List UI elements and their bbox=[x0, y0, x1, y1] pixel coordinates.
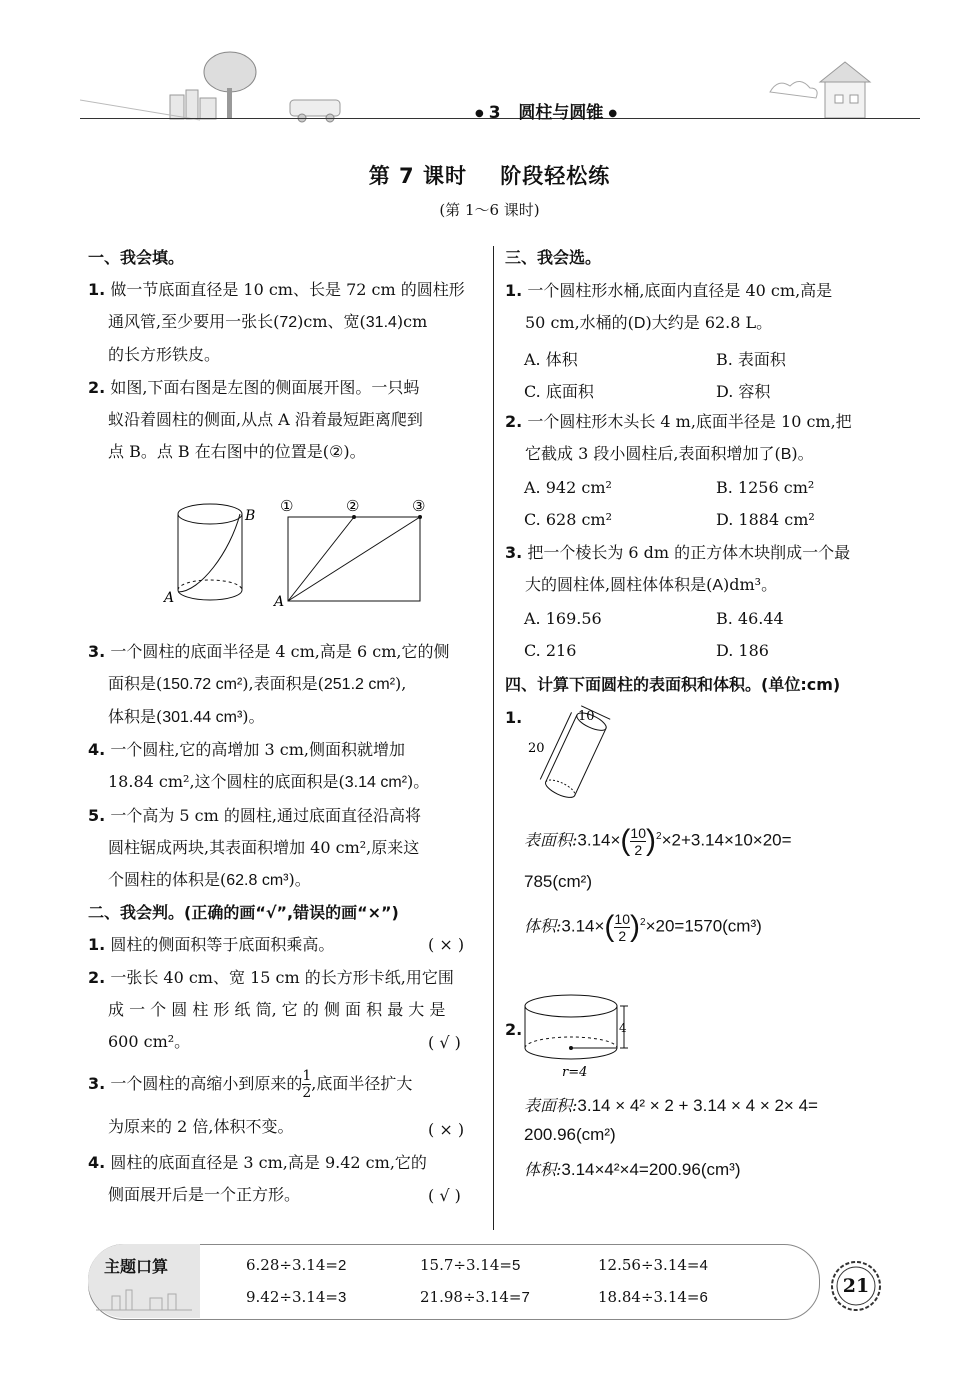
question-number: 2. bbox=[88, 968, 106, 987]
option-a[interactable]: A. 169.56 bbox=[524, 609, 602, 628]
question-text: 面积是( bbox=[108, 674, 163, 693]
calc-answer[interactable]: 5 bbox=[511, 1257, 521, 1274]
question-text: )dm³。 bbox=[723, 575, 778, 594]
question-text: 50 cm,水桶的( bbox=[525, 313, 634, 332]
judgement-mark[interactable]: ( √ ) bbox=[428, 1033, 461, 1052]
answer-field[interactable]: 251.2 cm² bbox=[323, 676, 396, 693]
question-text: 侧面展开后是一个正方形。 bbox=[108, 1185, 301, 1204]
question-text: )。 bbox=[288, 870, 311, 889]
option-a[interactable]: A. 体积 bbox=[524, 350, 578, 369]
question-text: 一个圆柱形水桶,底面内直径是 40 cm,高是 bbox=[527, 281, 833, 300]
question-number: 1. bbox=[88, 280, 106, 299]
question-text: )大约是 62.8 L。 bbox=[645, 313, 773, 332]
position-mark-2: ② bbox=[346, 497, 360, 515]
option-b[interactable]: B. 46.44 bbox=[716, 609, 784, 628]
option-d[interactable]: D. 186 bbox=[716, 641, 769, 660]
section1-heading: 一、我会填。 bbox=[88, 248, 185, 267]
calc-item: 18.84÷3.14=6 bbox=[598, 1288, 708, 1306]
question-number: 2. bbox=[88, 378, 106, 397]
answer-field[interactable]: 301.44 cm³ bbox=[162, 709, 243, 726]
calc-answer[interactable]: 2 bbox=[337, 1257, 347, 1274]
chapter-title: 圆柱与圆锥 bbox=[518, 103, 604, 123]
question-text: ), bbox=[395, 674, 407, 693]
question-text: 体积是( bbox=[108, 707, 163, 726]
s3-q3 bbox=[505, 537, 905, 602]
judgement-mark[interactable]: ( × ) bbox=[428, 1120, 465, 1139]
point-b-label: B bbox=[245, 508, 256, 524]
s1-q2 bbox=[88, 372, 488, 469]
question-text: ,底面半径扩大 bbox=[311, 1074, 413, 1093]
answer-field[interactable]: A bbox=[712, 577, 724, 594]
chapter-label bbox=[470, 98, 622, 123]
city-skyline-icon bbox=[96, 1284, 192, 1312]
section3-heading: 三、我会选。 bbox=[505, 248, 602, 267]
option-b[interactable]: B. 表面积 bbox=[716, 350, 786, 369]
question-text: 如图,下面右图是左图的侧面展开图。一只蚂 bbox=[110, 378, 420, 397]
answer-field[interactable]: 150.72 cm² bbox=[162, 676, 243, 693]
question-text: 为原来的 2 倍,体积不变。 bbox=[108, 1117, 294, 1136]
answer-field[interactable]: 72 bbox=[279, 314, 298, 331]
question-number: 2. bbox=[505, 412, 523, 431]
question-number: 1. bbox=[88, 935, 106, 954]
question-text: 点 B。点 B 在右图中的位置是( bbox=[108, 442, 330, 461]
section2-heading: 二、我会判。(正确的画“√”,错误的画“×”) bbox=[88, 903, 399, 922]
problem-number: 1. bbox=[505, 708, 523, 727]
height-label: 4 bbox=[619, 1021, 627, 1035]
question-text: 的长方形铁皮。 bbox=[108, 345, 221, 364]
question-text: )cm bbox=[396, 312, 428, 331]
s1-q5 bbox=[88, 800, 492, 897]
page-title: 第 7 课时 阶段轻松练 bbox=[368, 164, 611, 188]
answer-field[interactable]: 62.8 cm³ bbox=[226, 872, 289, 889]
question-text: ),表面积是( bbox=[242, 674, 324, 693]
volume-work-1: 体积:3.14×( $\frac{10}{2}$ )$^2$×20=1570(cm³) bbox=[524, 910, 762, 944]
s3-q1 bbox=[505, 275, 905, 340]
problem-number: 2. bbox=[505, 1020, 523, 1039]
calc-answer[interactable]: 3 bbox=[337, 1289, 347, 1306]
position-mark-3: ③ bbox=[412, 497, 426, 515]
surface-area-result-1: 785(cm²) bbox=[524, 872, 593, 891]
question-number: 3. bbox=[505, 543, 523, 562]
question-text: 一个高为 5 cm 的圆柱,通过底面直径沿高将 bbox=[110, 806, 421, 825]
option-c[interactable]: C. 216 bbox=[524, 641, 577, 660]
surface-area-work-1: 表面积:3.14×( $\frac{10}{2}$ )$^2$×2+3.14×10×20= bbox=[524, 824, 792, 858]
question-text: 一个圆柱形木头长 4 m,底面半径是 10 cm,把 bbox=[527, 412, 852, 431]
option-b[interactable]: B. 1256 cm² bbox=[716, 478, 815, 497]
diameter-label: 10 bbox=[578, 709, 595, 724]
answer-field[interactable]: 31.4 bbox=[365, 314, 397, 331]
page-number: 21 bbox=[842, 1275, 870, 1297]
page-subtitle: (第 1～6 课时) bbox=[439, 201, 540, 219]
judgement-mark[interactable]: ( √ ) bbox=[428, 1186, 461, 1205]
question-text: 个圆柱的体积是( bbox=[108, 870, 227, 889]
question-text: 大的圆柱体,圆柱体体积是( bbox=[525, 575, 713, 594]
question-text: 一个圆柱的底面半径是 4 cm,高是 6 cm,它的侧 bbox=[110, 642, 450, 661]
calc-answer[interactable]: 6 bbox=[699, 1289, 708, 1306]
answer-field[interactable]: D bbox=[633, 315, 646, 332]
option-d[interactable]: D. 1884 cm² bbox=[716, 510, 815, 529]
question-text: )。 bbox=[242, 707, 265, 726]
question-text: 成 一 个 圆 柱 形 纸 筒, 它 的 侧 面 积 最 大 是 bbox=[108, 1000, 446, 1019]
question-text: 圆柱的侧面积等于底面积乘高。 bbox=[110, 935, 335, 954]
position-mark-1: ① bbox=[280, 497, 294, 515]
s1-q4 bbox=[88, 734, 492, 799]
section4-heading: 四、计算下面圆柱的表面积和体积。(单位:cm) bbox=[505, 675, 841, 694]
question-text: )。 bbox=[407, 772, 430, 791]
answer-field[interactable]: ② bbox=[329, 444, 344, 461]
question-number: 4. bbox=[88, 1153, 106, 1172]
column-divider bbox=[493, 246, 494, 1230]
question-text: )。 bbox=[791, 444, 814, 463]
question-text: 一个圆柱,它的高增加 3 cm,侧面积就增加 bbox=[110, 740, 405, 759]
question-text: 把一个棱长为 6 dm 的正方体木块削成一个最 bbox=[527, 543, 851, 562]
question-text: 600 cm²。 bbox=[108, 1032, 191, 1051]
bullet-icon: ● bbox=[475, 107, 484, 119]
height-label: 20 bbox=[528, 741, 545, 756]
calc-item: 15.7÷3.14=5 bbox=[420, 1256, 521, 1274]
fraction: $\frac{1}{2}$ bbox=[302, 1068, 312, 1101]
s1-q1 bbox=[88, 274, 488, 371]
chapter-number: 3 bbox=[488, 103, 501, 123]
question-text: 圆柱的底面直径是 3 cm,高是 9.42 cm,它的 bbox=[110, 1153, 427, 1172]
s1-q3 bbox=[88, 636, 492, 734]
bullet-icon: ● bbox=[608, 107, 618, 119]
calc-item: 9.42÷3.14=3 bbox=[246, 1288, 347, 1306]
question-number: 4. bbox=[88, 740, 106, 759]
question-number: 3. bbox=[88, 642, 106, 661]
surface-area-work-2: 表面积:3.14 × 4² × 2 + 3.14 × 4 × 2× 4= bbox=[524, 1096, 818, 1115]
question-number: 1. bbox=[505, 281, 523, 300]
question-text: 做一节底面直径是 10 cm、长是 72 cm 的圆柱形 bbox=[110, 280, 465, 299]
question-number: 3. bbox=[88, 1074, 106, 1093]
point-a-label: A bbox=[164, 590, 175, 606]
question-number: 5. bbox=[88, 806, 106, 825]
tilted-cylinder-figure bbox=[520, 702, 620, 808]
s3-q2 bbox=[505, 406, 905, 471]
question-text: 18.84 cm²,这个圆柱的底面积是( bbox=[108, 772, 345, 791]
question-text: 一张长 40 cm、宽 15 cm 的长方形卡纸,用它围 bbox=[110, 968, 454, 987]
answer-field[interactable]: B bbox=[780, 446, 792, 463]
calc-answer[interactable]: 7 bbox=[521, 1289, 530, 1306]
question-text: 蚁沿着圆柱的侧面,从点 A 沿着最短距离爬到 bbox=[108, 410, 423, 429]
volume-work-2: 体积:3.14×4²×4=200.96(cm³) bbox=[524, 1160, 741, 1179]
question-text: 它截成 3 段小圆柱后,表面积增加了( bbox=[525, 444, 781, 463]
calc-item: 21.98÷3.14=7 bbox=[420, 1288, 530, 1306]
option-c[interactable]: C. 628 cm² bbox=[524, 510, 613, 529]
question-text: 一个圆柱的高缩小到原来的 bbox=[110, 1074, 303, 1093]
question-text: )。 bbox=[343, 442, 366, 461]
question-text: 通风管,至少要用一张长( bbox=[108, 312, 280, 331]
option-c[interactable]: C. 底面积 bbox=[524, 382, 594, 401]
calc-item: 12.56÷3.14=4 bbox=[598, 1256, 708, 1274]
judgement-mark[interactable]: ( × ) bbox=[428, 935, 465, 954]
surface-area-result-2: 200.96(cm²) bbox=[524, 1125, 616, 1144]
mental-math-label: 主题口算 bbox=[104, 1257, 169, 1276]
radius-label: r=4 bbox=[562, 1065, 588, 1080]
question-text: 圆柱锯成两块,其表面积增加 40 cm²,原来这 bbox=[108, 838, 420, 857]
calc-answer[interactable]: 4 bbox=[699, 1257, 708, 1274]
calc-item: 6.28÷3.14=2 bbox=[246, 1256, 347, 1274]
point-a-label: A bbox=[274, 594, 285, 610]
cylinder-net-figure bbox=[150, 492, 450, 612]
option-a[interactable]: A. 942 cm² bbox=[524, 478, 612, 497]
short-cylinder-figure bbox=[518, 990, 638, 1082]
question-text: )cm、宽( bbox=[297, 312, 366, 331]
option-d[interactable]: D. 容积 bbox=[716, 382, 771, 401]
answer-field[interactable]: 3.14 cm² bbox=[344, 774, 408, 791]
